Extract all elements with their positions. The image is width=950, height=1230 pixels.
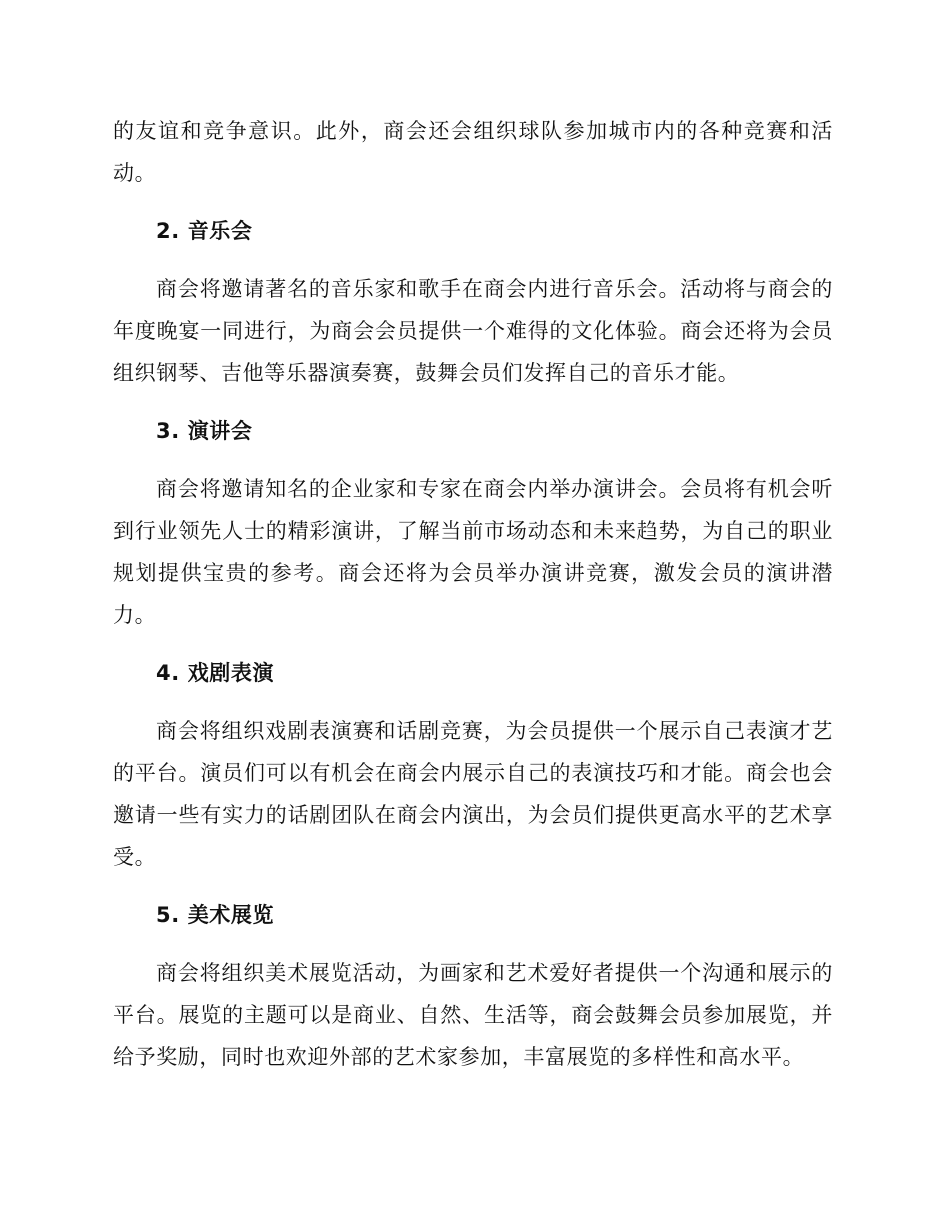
document-page: [113, 110, 833, 1078]
section-body-drama: 商会将组织戏剧表演赛和话剧竞赛，为会员提供一个展示自己表演才艺的平台。演员们可以有机会在商会内展示自己的表演技巧和才能。商会也会邀请一些有实力的话剧团队在商会内演出，为会员们提供更高水平的艺术享受。: [113, 719, 833, 869]
section-heading-art: 5. 美术展览: [156, 903, 275, 927]
section-body-speech: 商会将邀请知名的企业家和专家在商会内举办演讲会。会员将有机会听到行业领先人士的精彩演讲，了解当前市场动态和未来趋势，为自己的职业规划提供宝贵的参考。商会还将为会员举办演讲竞赛，激发会员的演讲潜力。: [113, 477, 833, 627]
section-heading-drama: 4. 戏剧表演: [156, 661, 275, 685]
section-body-music: 商会将邀请著名的音乐家和歌手在商会内进行音乐会。活动将与商会的年度晚宴一同进行，为商会会员提供一个难得的文化体验。商会还将为会员组织钢琴、吉他等乐器演奏赛，鼓舞会员们发挥自己的音乐才能。: [113, 277, 833, 385]
section-heading-music: 2. 音乐会: [156, 219, 253, 243]
intro-paragraph-tail: 的友谊和竞争意识。此外，商会还会组织球队参加城市内的各种竞赛和活动。: [113, 119, 833, 185]
section-heading-speech: 3. 演讲会: [156, 419, 253, 443]
section-body-art: 商会将组织美术展览活动，为画家和艺术爱好者提供一个沟通和展示的平台。展览的主题可以是商业、自然、生活等，商会鼓舞会员参加展览，并给予奖励，同时也欢迎外部的艺术家参加，丰富展览的多样性和高水平。: [113, 961, 833, 1069]
